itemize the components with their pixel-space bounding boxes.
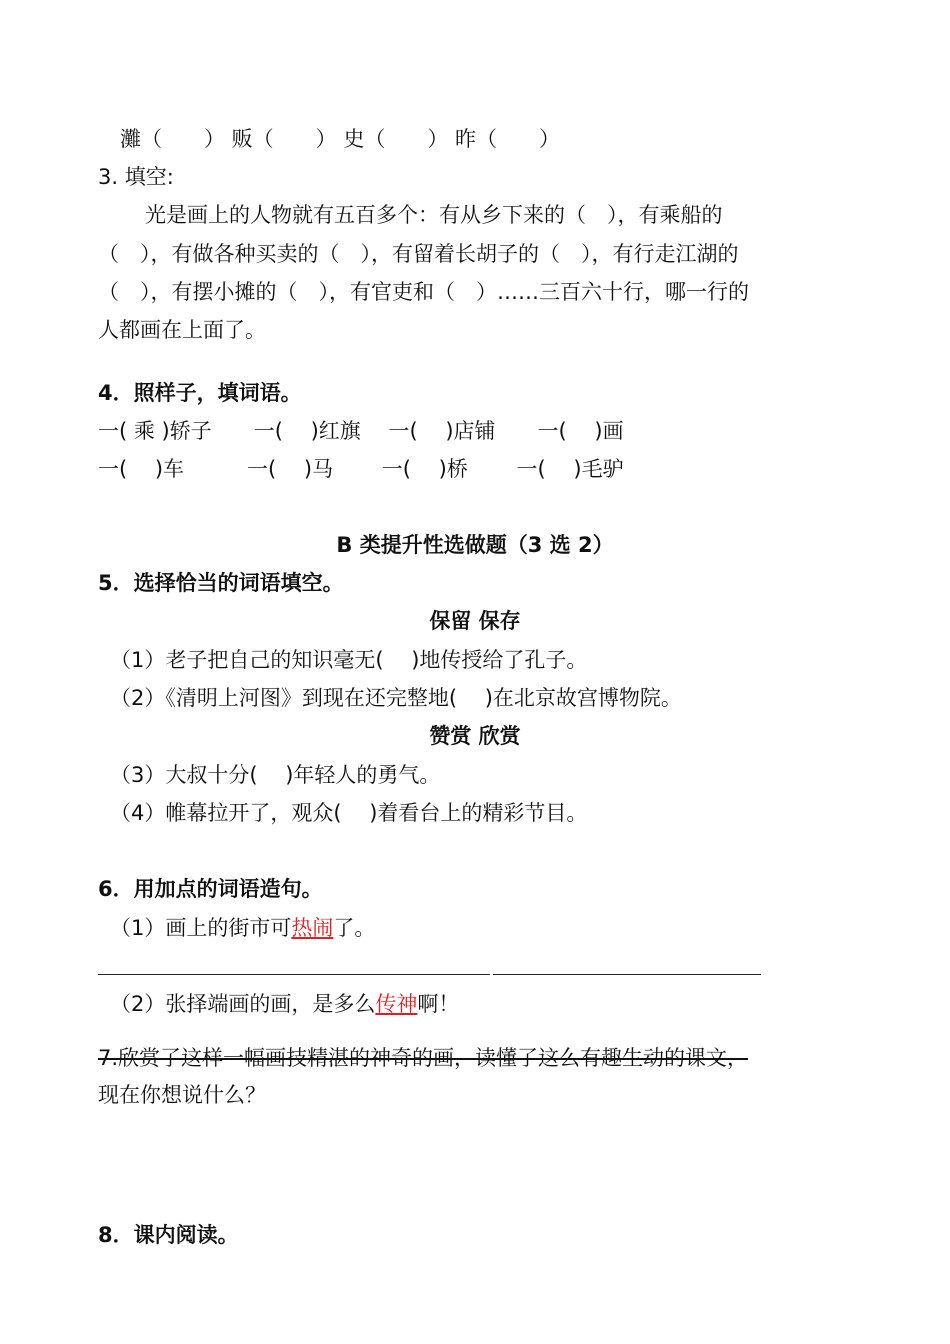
q6-item-1-keyword: 热闹 [291,916,334,940]
section-b-heading: B 类提升性选做题（3 选 2） [336,533,614,557]
q6-item-2-keyword: 传神 [375,992,418,1016]
answer-line-left[interactable] [98,974,490,975]
q5-item-2: （2）《清明上河图》到现在还完整地( )在北京故宫博物院。 [110,686,682,710]
q6-item-2-prefix: （2）张择端画的画，是多么 [110,992,376,1016]
q7-line-1: 7.欣赏了这样一幅画技精湛的神奇的画，读懂了这么有趣生动的课文， [98,1046,749,1070]
q3-line-2: （ ），有做各种买卖的（ ），有留着长胡子的（ ），有行走江湖的 [98,242,739,266]
q5-title: 5．选择恰当的词语填空。 [98,571,344,595]
q5-item-4: （4）帷幕拉开了，观众( )着看台上的精彩节目。 [110,801,588,825]
q3-line-4: 人都画在上面了。 [98,318,266,342]
q6-item-1-suffix: 了。 [333,916,376,940]
q3-line-1: 光是画上的人物就有五百多个：有从乡下来的（ ），有乘船的 [145,203,723,227]
q3-title: 3. 填空: [98,165,174,189]
q5-word-group-2: 赞赏 欣赏 [429,724,521,748]
q3-line-3: （ ），有摆小摊的（ ），有官吏和（ ）……三百六十行，哪一行的 [98,280,749,304]
q7-line-2: 现在你想说什么？ [98,1083,266,1107]
q4-row-1: 一( 乘 )轿子 一( )红旗 一( )店铺 一( )画 [98,419,624,443]
q6-item-1 [110,913,375,943]
q4-row-2: 一( )车 一( )马 一( )桥 一( )毛驴 [98,457,624,481]
q4-title: 4．照样子，填词语。 [98,381,302,405]
q8-title: 8．课内阅读。 [98,1223,239,1247]
q5-word-group-1: 保留 保存 [429,609,521,633]
answer-line-right[interactable] [493,974,761,975]
q6-title: 6．用加点的词语造句。 [98,877,323,901]
q6-item-2 [110,989,459,1019]
q6-item-1-prefix: （1）画上的街市可 [110,916,292,940]
q2-chars-line: 灘（ ） 贩（ ） 史（ ） 昨（ ） [120,127,561,151]
q5-item-1: （1）老子把自己的知识毫无( )地传授给了孔子。 [110,648,588,672]
q6-item-2-suffix: 啊！ [417,992,460,1016]
q5-item-3: （3）大叔十分( )年轻人的勇气。 [110,763,441,787]
